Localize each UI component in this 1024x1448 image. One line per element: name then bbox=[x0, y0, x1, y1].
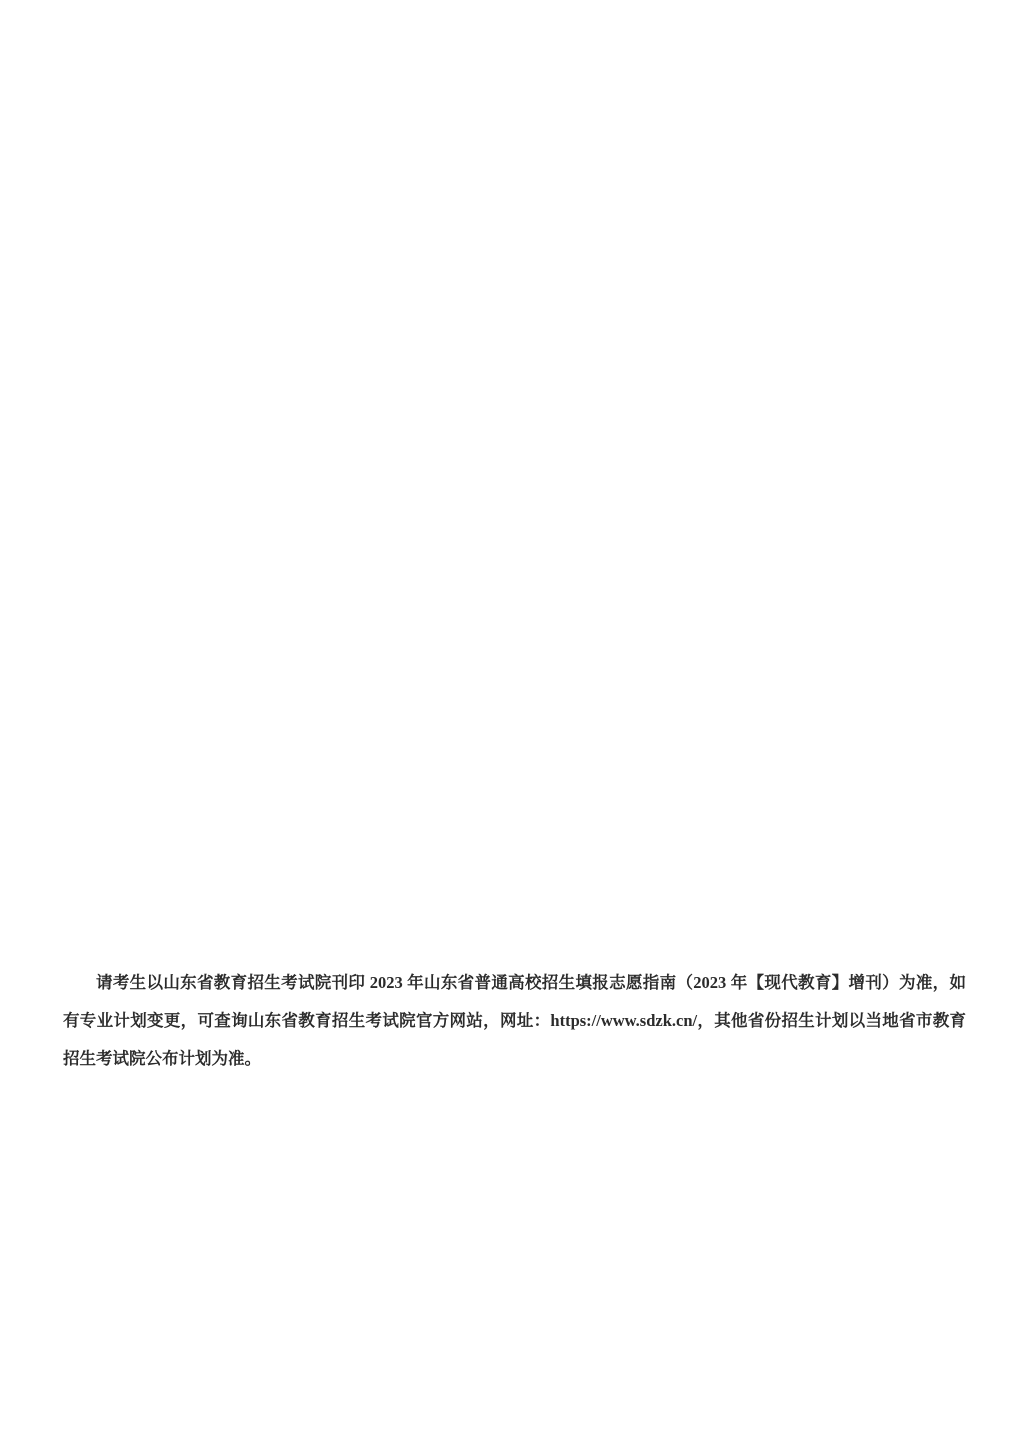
footer-note-text-after-url: ，其他省份招生计划以当地省市教育招生考试院公布计划为准。 bbox=[63, 1011, 967, 1068]
footer-note bbox=[63, 964, 966, 1078]
website-url: https://www.sdzk.cn/ bbox=[550, 1011, 698, 1030]
footer-note-text-before-url: 请考生以山东省教育招生考试院刊印 2023 年山东省普通高校招生填报志愿指南（2023 年【现代教育】增刊）为准，如有专业计划变更，可查询山东省教育招生考试院官方网站，网址： bbox=[63, 973, 966, 1030]
